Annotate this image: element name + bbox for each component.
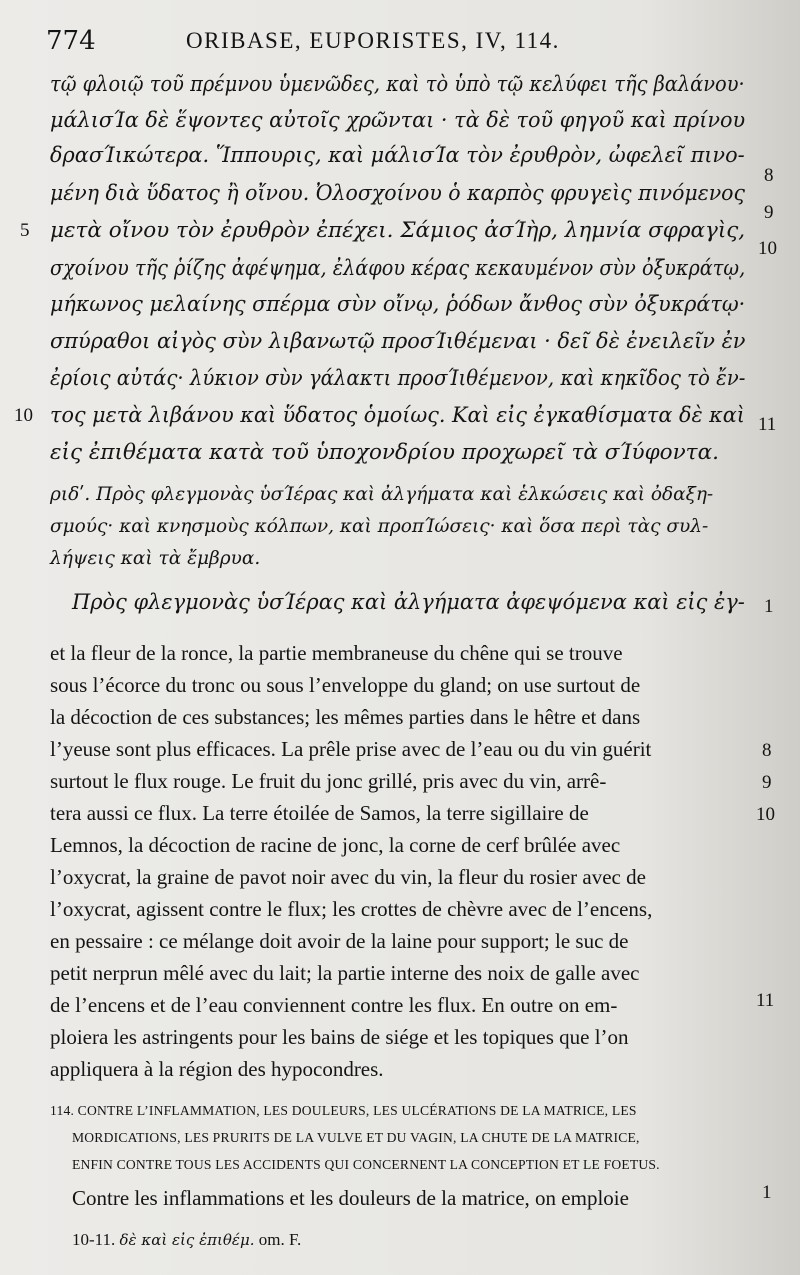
footnote-ref: 10-11.	[72, 1230, 116, 1249]
french-line: ploiera les astringents pour les bains de siége et les topiques que l’on	[50, 1025, 629, 1049]
greek-line: σχοίνου τῆς ῥίζης ἀφέψημα, ἐλάφου κέρας κεκαυμένον σὺν ὀξυκράτῳ,	[50, 256, 746, 281]
margin-section-number: 9	[762, 772, 772, 793]
footnote	[72, 1230, 301, 1250]
french-line: l’yeuse sont plus efficaces. La prêle prise avec de l’eau ou du vin guérit	[50, 737, 652, 761]
running-title: ORIBASE, EUPORISTES, IV, 114.	[186, 28, 560, 53]
greek-line: τος μετὰ λιβάνου καὶ ὕδατος ὁμοίως. Καὶ εἰς ἐγκαθίσματα δὲ καὶ	[50, 403, 745, 428]
margin-section-number: 9	[764, 202, 774, 223]
margin-section-number: 10	[758, 238, 777, 259]
greek-line: μένη διὰ ὕδατος ἢ οἴνου. Ὀλοσχοίνου ὁ καρπὸς φρυγεὶς πινόμενος	[50, 181, 745, 206]
french-heading-line: MORDICATIONS, LES PRURITS DE LA VULVE ET DU VAGIN, LA CHUTE DE LA MATRICE,	[72, 1130, 640, 1145]
french-line: tera aussi ce flux. La terre étoilée de Samos, la terre sigillaire de	[50, 801, 589, 825]
margin-line-number: 10	[14, 405, 33, 426]
greek-line: ἐρίοις αὐτάς· λύκιον σὺν γάλακτι προσΊιθέμενον, καὶ κηκῖδος τὸ ἔν-	[50, 366, 746, 391]
margin-line-number: 5	[20, 220, 30, 241]
margin-section-number: 11	[756, 990, 775, 1011]
french-line: Lemnos, la décoction de racine de jonc, la corne de cerf brûlée avec	[50, 833, 621, 857]
french-start-line: Contre les inflammations et les douleurs de la matrice, on emploie	[72, 1186, 629, 1210]
greek-heading-line: λήψεις καὶ τὰ ἔμβρυα.	[50, 548, 261, 569]
french-line: la décoction de ces substances; les mêmes parties dans le hêtre et dans	[50, 705, 641, 729]
margin-section-number: 8	[762, 740, 772, 761]
greek-line: σπύραθοι αἰγὸς σὺν λιβανωτῷ προσΊιθέμεναι · δεῖ δὲ ἐνειλεῖν ἐν	[50, 329, 746, 354]
footnote-greek: δὲ καὶ εἰς ἐπιθέμ.	[119, 1231, 255, 1249]
page-number: 774	[46, 26, 96, 56]
greek-line: δρασΊικώτερα. Ἵππουρις, καὶ μάλισΊα τὸν ἐρυθρὸν, ὠφελεῖ πινο-	[50, 143, 745, 168]
greek-heading-line: ριδʹ. Πρὸς φλεγμονὰς ὑσΊέρας καὶ ἀλγήματα καὶ ἑλκώσεις καὶ ὀδαξη-	[50, 484, 714, 505]
margin-section-number: 1	[762, 1182, 772, 1203]
margin-section-number: 11	[758, 414, 777, 435]
greek-line: εἰς ἐπιθέματα κατὰ τοῦ ὑποχονδρίου προχωρεῖ τὰ σΊύφοντα.	[50, 440, 719, 465]
margin-section-number: 1	[764, 596, 774, 617]
french-line: l’oxycrat, agissent contre le flux; les crottes de chèvre avec de l’encens,	[50, 897, 653, 921]
french-line: en pessaire : ce mélange doit avoir de la laine pour support; le suc de	[50, 929, 629, 953]
footnote-tail: om. F.	[258, 1230, 302, 1249]
french-line: surtout le flux rouge. Le fruit du jonc grillé, pris avec du vin, arrê-	[50, 769, 607, 793]
greek-line: μήκωνος μελαίνης σπέρμα σὺν οἴνῳ, ῥόδων ἄνθος σὺν ὀξυκράτῳ·	[50, 292, 746, 317]
running-head	[0, 22, 800, 62]
french-line: petit nerprun mêlé avec du lait; la partie interne des noix de galle avec	[50, 961, 640, 985]
greek-line: μάλισΊα δὲ ἕψοντες αὐτοῖς χρῶνται · τὰ δὲ τοῦ φηγοῦ καὶ πρίνου	[50, 108, 746, 133]
margin-section-number: 10	[756, 804, 775, 825]
french-heading-line: ENFIN CONTRE TOUS LES ACCIDENTS QUI CONCERNENT LA CONCEPTION ET LE FOETUS.	[72, 1157, 660, 1172]
french-line: sous l’écorce du tronc ou sous l’enveloppe du gland; on use surtout de	[50, 673, 641, 697]
greek-heading-line: σμούς· καὶ κνησμοὺς κόλπων, καὶ προπΊώσεις· καὶ ὅσα περὶ τὰς συλ-	[50, 516, 709, 537]
greek-line: μετὰ οἴνου τὸν ἐρυθρὸν ἐπέχει. Σάμιος ἀσΊὴρ, λημνία σφραγὶς,	[50, 218, 746, 243]
french-line: l’oxycrat, la graine de pavot noir avec du vin, la fleur du rosier avec de	[50, 865, 646, 889]
margin-section-number: 8	[764, 165, 774, 186]
greek-line: τῷ φλοιῷ τοῦ πρέμνου ὑμενῶδες, καὶ τὸ ὑπὸ τῷ κελύφει τῆς βαλάνου·	[50, 72, 745, 97]
french-line: et la fleur de la ronce, la partie membraneuse du chêne qui se trouve	[50, 641, 623, 665]
french-heading-line: 114. CONTRE L’INFLAMMATION, LES DOULEURS, LES ULCÉRATIONS DE LA MATRICE, LES	[50, 1103, 637, 1118]
french-line: appliquera à la région des hypocondres.	[50, 1057, 384, 1081]
greek-start-line: Πρὸς φλεγμονὰς ὑσΊέρας καὶ ἀλγήματα ἀφεψόμενα καὶ εἰς ἐγ-	[72, 590, 745, 615]
french-line: de l’encens et de l’eau conviennent contre les flux. En outre on em-	[50, 993, 618, 1017]
